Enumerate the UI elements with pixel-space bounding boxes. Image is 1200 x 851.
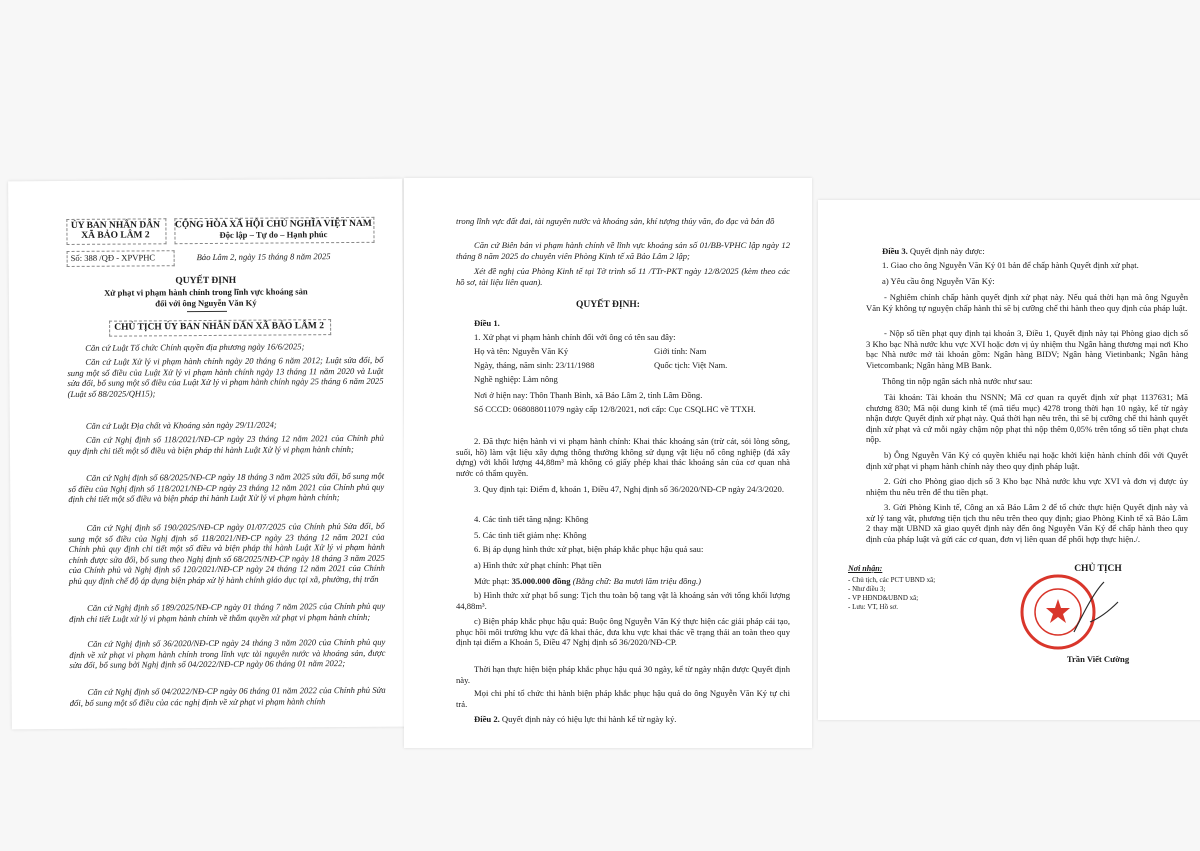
basis-3: Căn cứ Luật Địa chất và Khoáng sản ngày 29/11/2024; <box>85 419 277 431</box>
agency-line-2: XÃ BẢO LÂM 2 <box>81 230 150 241</box>
art3-item-1a-1: - Nghiêm chỉnh chấp hành quyết định xử phạt này. Nếu quá thời hạn mà ông Nguyễn Văn Ký không tự nguyện chấp hành thì sẽ bị cưỡng chế thi hành theo quy định của pháp luật. <box>866 292 1188 313</box>
art1-item-6: 6. Bị áp dụng hình thức xử phạt, biện pháp khắc phục hậu quả sau: <box>474 544 704 554</box>
article-2-label: Điều 2. <box>474 714 500 724</box>
nation-line-2: Độc lập – Tự do – Hạnh phúc <box>219 229 328 240</box>
document-page-1 <box>8 179 406 730</box>
basis-5: Căn cứ Nghị định số 68/2025/NĐ-CP ngày 18 tháng 3 năm 2025 sửa đổi, bổ sung một số điều của Nghị định số 118/2021/NĐ-CP ngày 23 tháng 12 năm 2021 của Chính phủ quy định chi tiết một số điều và biện pháp thi hành Luật Xử lý vi phạm hành chính; <box>68 470 385 504</box>
person-gender: Giới tính: Nam <box>654 346 707 356</box>
signer-title: CHỦ TỊCH <box>1074 564 1122 574</box>
basis-1: Căn cứ Luật Tổ chức Chính quyền địa phương ngày 16/6/2025; <box>85 341 305 353</box>
art3-item-1a-4: Tài khoản: Tài khoản thu NSNN; Mã cơ quan ra quyết định xử phạt 1137631; Mã chương 830; Mã nội dung kinh tế (mã tiểu mục) 4278 trong thời hạn 10 ngày, kể từ ngày nhận được Quyết định xử phạt này. Quá thời hạn nêu trên, thì sẽ bị cưỡng chế thi hành quyết định xử phạt và cứ mỗi ngày chậm nộp phạt thì nộp thêm 0,05% trên tổng số tiền phạt chưa nộp. <box>866 392 1188 444</box>
article-3 <box>882 246 985 257</box>
doc-type: QUYẾT ĐỊNH <box>175 275 237 287</box>
recipients-title: Nơi nhận: <box>848 564 883 573</box>
document-page-2 <box>404 178 812 748</box>
art1-item-2: 2. Đã thực hiện hành vi vi phạm hành chính: Khai thác khoáng sản (trừ cát, sỏi lòng sông, suối, hồ) làm vật liệu xây dựng thông thường không sử dụng vật liệu nổ công nghiệp (đá xây dựng) với khối lượng 44,88m³ mà không có giấy phép khai thác khoáng sản của cơ quan nhà nước có thẩm quyền. <box>456 436 790 478</box>
art3-item-1: 1. Giao cho ông Nguyễn Văn Ký 01 bản để chấp hành Quyết định xử phạt. <box>882 260 1139 270</box>
official-seal-icon <box>1014 572 1124 652</box>
art1-item-1: 1. Xử phạt vi phạm hành chính đối với ông có tên sau đây: <box>474 332 676 342</box>
fine-prefix: Mức phạt: <box>474 576 512 586</box>
art1-item-6a: a) Hình thức xử phạt chính: Phạt tiền <box>474 560 602 570</box>
article-3-text: Quyết định này được: <box>907 246 985 256</box>
subject-line-2: đối với ông Nguyễn Văn Ký <box>155 297 257 309</box>
art1-item-6b: b) Hình thức xử phạt bổ sung: Tịch thu toàn bộ tang vật là khoáng sản với tổng khối lượng 44,88m³. <box>456 590 790 611</box>
authority: CHỦ TỊCH ỦY BAN NHÂN DÂN XÃ BẢO LÂM 2 <box>114 321 325 333</box>
recipient-1: - Chủ tịch, các PCT UBND xã; <box>848 576 936 584</box>
doc-number: Số: 388 /QĐ - XPVPHC <box>70 252 156 263</box>
basis-2: Căn cứ Luật Xử lý vi phạm hành chính ngày 20 tháng 6 năm 2012; Luật sửa đổi, bổ sung một số điều của Luật Xử lý vi phạm hành chính ngày 13 tháng 11 năm 2020 và Luật sửa đổi, bổ sung một số điều của Luật Xử lý vi phạm hành chính ngày 25 tháng 6 năm 2025 (Luật số 88/2025/QH15); <box>67 354 384 399</box>
recipient-3: - VP HĐND&UBND xã; <box>848 594 919 602</box>
article-1: Điều 1. <box>474 318 500 328</box>
article-2 <box>474 714 676 725</box>
cont-3: Xét đề nghị của Phòng Kinh tế tại Tờ trình số 11 /TTr-PKT ngày 12/8/2025 (kèm theo các hồ sơ, tài liệu liên quan). <box>456 266 790 287</box>
art1-item-4: 4. Các tình tiết tăng nặng: Không <box>474 514 589 524</box>
document-page-3 <box>818 200 1200 720</box>
agency-line-1: ỦY BAN NHÂN DÂN <box>70 220 160 231</box>
basis-9: Căn cứ Nghị định số 04/2022/NĐ-CP ngày 06 tháng 01 năm 2022 của Chính phủ Sửa đổi, bổ sung một số điều của các nghị định về xử phạt vi phạm hành chính <box>69 684 386 708</box>
nation-line-1: CỘNG HÒA XÃ HỘI CHỦ NGHĨA VIỆT NAM <box>174 218 372 231</box>
fine-line <box>474 576 701 587</box>
recipient-2: - Như điều 3; <box>848 585 886 593</box>
subject-underline <box>187 311 227 312</box>
recipient-4: - Lưu: VT, Hồ sơ. <box>848 603 899 611</box>
cont-1: trong lĩnh vực đất đai, tài nguyên nước và khoáng sản, khí tượng thủy văn, đo đạc và bản đồ <box>456 216 775 226</box>
fine-words: (Bằng chữ: Ba mươi lăm triệu đồng.) <box>570 576 702 586</box>
art3-item-1a-3: Thông tin nộp ngân sách nhà nước như sau: <box>882 376 1033 386</box>
art1-item-3: 3. Quy định tại: Điểm đ, khoản 1, Điều 47, Nghị định số 36/2020/NĐ-CP ngày 24/3/2020. <box>474 484 784 494</box>
art3-item-2: 2. Gửi cho Phòng giao dịch số 3 Kho bạc Nhà nước khu vực XVI và đơn vị được ủy nhiệm thu nêu trên để thu tiền phạt. <box>866 476 1188 497</box>
art3-item-1a: a) Yêu cầu ông Nguyễn Văn Ký: <box>882 276 995 286</box>
basis-7: Căn cứ Nghị định số 189/2025/NĐ-CP ngày 01 tháng 7 năm 2025 của Chính phủ quy định chi tiết Luật xử lý vi phạm hành chính về thẩm quyền xử phạt vi phạm hành chính; <box>69 600 386 624</box>
art3-item-3: 3. Gửi Phòng Kinh tế, Công an xã Bảo Lâm 2 để tổ chức thực hiện Quyết định này và xử lý tang vật, phương tiện tịch thu nêu trên theo quy định; giao Phòng Kinh tế xã Bảo Lâm 2 thay mặt UBND xã giao quyết định này đến ông Nguyễn Văn Ký để chấp hành theo quy định của pháp luật và gửi các cơ quan, đơn vị liên quan để phối hợp thực hiện./. <box>866 502 1188 544</box>
art3-item-1b: b) Ông Nguyễn Văn Ký có quyền khiếu nại hoặc khởi kiện hành chính đối với Quyết định xử phạt vi phạm hành chính này theo quy định pháp luật. <box>866 450 1188 471</box>
deadline: Thời hạn thực hiện biện pháp khắc phục hậu quả 30 ngày, kể từ ngày nhận được Quyết định này. <box>456 664 790 685</box>
person-job: Nghề nghiệp: Làm nông <box>474 374 558 384</box>
basis-6: Căn cứ Nghị định số 190/2025/NĐ-CP ngày 01/07/2025 của Chính phủ Sửa đổi, bổ sung một số điều của Nghị định số 118/2021/NĐ-CP ngày 23 tháng 12 năm 2021 của Chính phủ quy định chi tiết một số điều và biện pháp thi hành Luật Xử lý vi phạm hành chính được sửa đổi, bổ sung theo Nghị định số 68/2025/NĐ-CP ngày 18 tháng 3 năm 2025 của Chính phủ và Nghị định số 120/2021/NĐ-CP ngày 24 tháng 12 năm 2021 của Chính phủ quy định chế độ áp dụng biện pháp xử lý hành chính giáo dục tại xã, phường, thị trấn <box>68 520 385 586</box>
person-name: Họ và tên: Nguyễn Văn Ký <box>474 346 569 356</box>
article-3-label: Điều 3. <box>882 246 908 256</box>
cost: Mọi chi phí tổ chức thi hành biện pháp khắc phục hậu quả do ông Nguyễn Văn Ký tự chi trả. <box>456 688 790 709</box>
place-date: Bảo Lâm 2, ngày 15 tháng 8 năm 2025 <box>196 251 331 263</box>
fine-amount: 35.000.000 đồng <box>511 576 571 586</box>
cont-2: Căn cứ Biên bản vi phạm hành chính về lĩnh vực khoáng sản số 01/BB-VPHC lập ngày 12 tháng 8 năm 2025 do chuyên viên Phòng Kinh tế xã Bảo Lâm 2 lập; <box>456 240 790 261</box>
person-idcard: Số CCCD: 068088011079 ngày cấp 12/8/2021, nơi cấp: Cục CSQLHC về TTXH. <box>474 404 756 414</box>
person-dob: Ngày, tháng, năm sinh: 23/11/1988 <box>474 360 595 370</box>
signer-name: Trần Viết Cường <box>1066 654 1130 664</box>
basis-8: Căn cứ Nghị định số 36/2020/NĐ-CP ngày 24 tháng 3 năm 2020 của Chính phủ quy định về xử phạt vi phạm hành chính trong lĩnh vực tài nguyên nước và khoáng sản, được sửa đổi, bổ sung bởi Nghị định số 04/2022/NĐ-CP ngày 06 tháng 01 năm 2022; <box>69 636 386 670</box>
person-address: Nơi ở hiện nay: Thôn Thanh Bình, xã Bảo Lâm 2, tỉnh Lâm Đồng. <box>474 390 703 400</box>
basis-4: Căn cứ Nghị định số 118/2021/NĐ-CP ngày 23 tháng 12 năm 2021 của Chính phủ quy định chi tiết một số điều và biện pháp thi hành Luật Xử lý vi phạm hành chính; <box>67 432 384 456</box>
person-nationality: Quốc tịch: Việt Nam. <box>654 360 728 370</box>
art1-item-6c: c) Biện pháp khắc phục hậu quả: Buộc ông Nguyễn Văn Ký thực hiện các giải pháp cải tạo, phục hồi môi trường khu vực đã khai thác, đưa khu vực khai thác về trạng thái an toàn theo quy định tại điểm a Khoản 5, Điều 47 Nghị định số 36/2020/NĐ-CP. <box>456 616 790 647</box>
art3-item-1a-2: - Nộp số tiền phạt quy định tại khoản 3, Điều 1, Quyết định này tại Phòng giao dịch số 3 Kho bạc Nhà nước khu vực XVI hoặc đơn vị ủy nhiệm thu Ngân hàng thương mại nơi Kho bạc Nhà nước mở tài khoản gồm: Ngân hàng BIDV; Ngân hàng Vietinbank; Ngân hàng Vietcombank; Ngân hàng MB Bank. <box>866 328 1188 370</box>
decision-heading: QUYẾT ĐỊNH: <box>576 300 640 310</box>
article-2-text: Quyết định này có hiệu lực thi hành kể từ ngày ký. <box>499 714 677 724</box>
art1-item-5: 5. Các tình tiết giảm nhẹ: Không <box>474 530 587 540</box>
subject-line-1: Xử phạt vi phạm hành chính trong lĩnh vực khoáng sản <box>104 286 308 298</box>
